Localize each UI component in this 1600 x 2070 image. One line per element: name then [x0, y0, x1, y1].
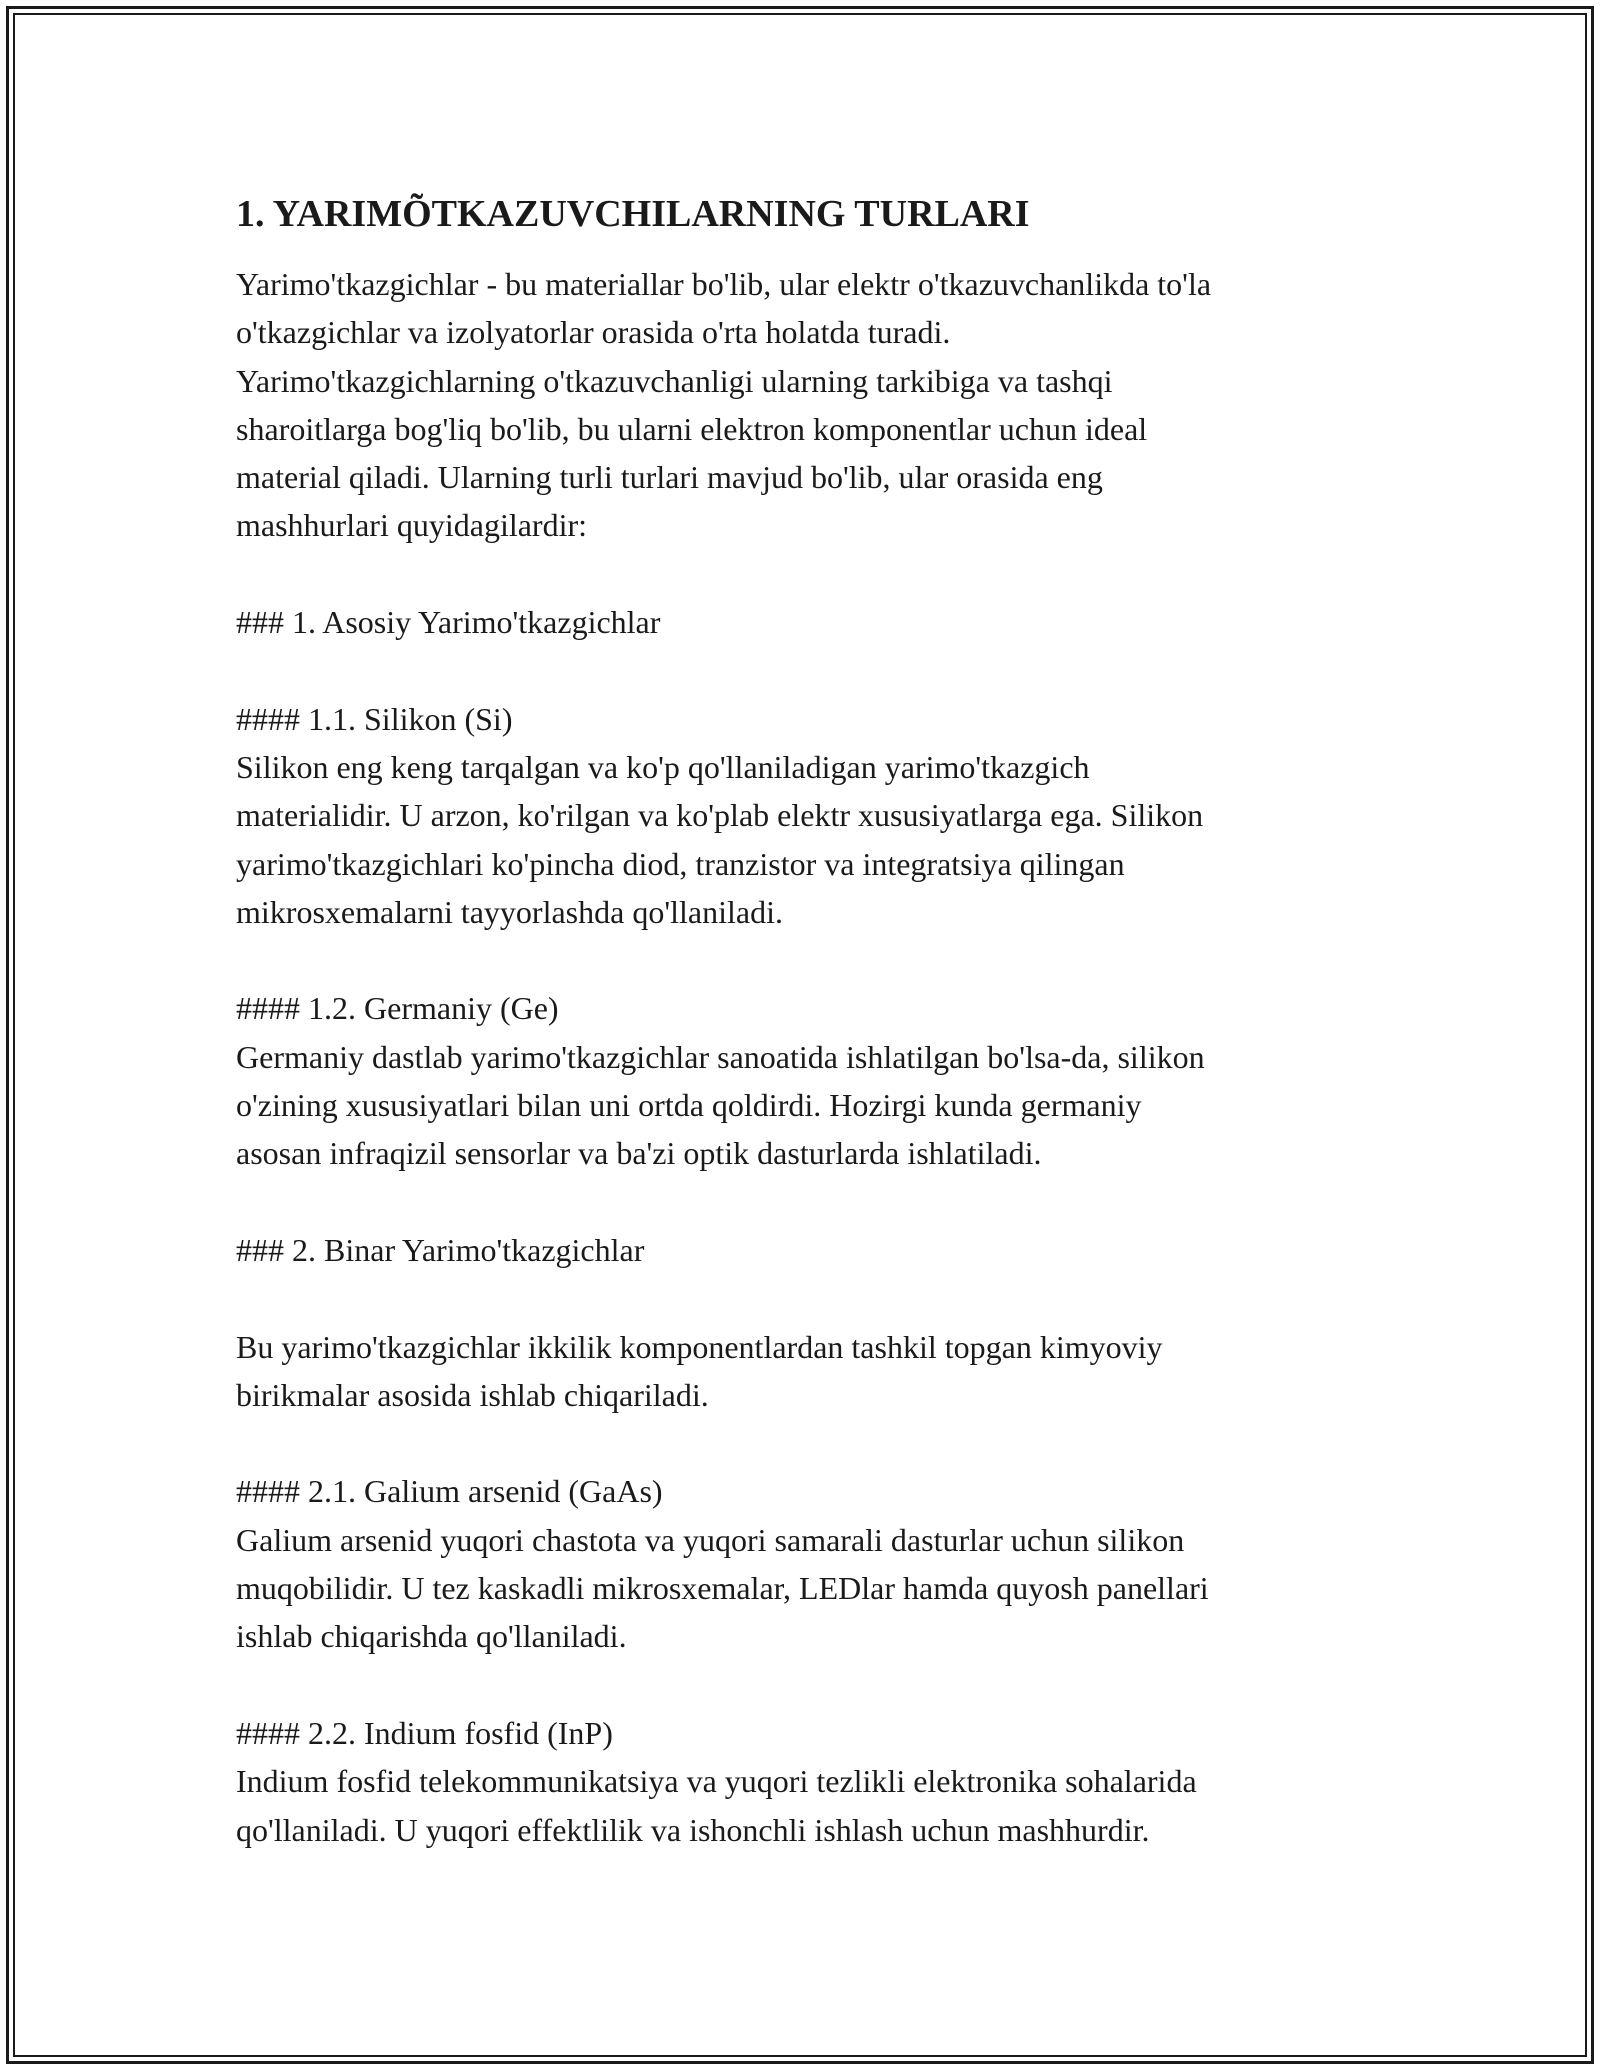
section-2-intro: Bu yarimo'tkazgichlar ikkilik komponentlardan tashkil topgan kimyoviy birikmalar asosida ishlab chiqariladi.	[236, 1328, 1163, 1413]
document-title: 1. YARIMÕTKAZUVCHILARNING TURLARI	[236, 193, 1030, 235]
subsection-1-2-heading: #### 1.2. Germaniy (Ge)	[236, 990, 559, 1027]
spacer	[236, 646, 1376, 694]
spacer	[236, 1274, 1376, 1322]
spacer	[236, 550, 1376, 598]
spacer	[236, 1419, 1376, 1467]
section-1-heading: ### 1. Asosiy Yarimo'tkazgichlar	[236, 604, 661, 641]
subsection-2-1-text: Galium arsenid yuqori chastota va yuqori samarali dasturlar uchun silikon muqobilidir. U tez kaskadli mikrosxemalar, LEDlar hamda quyosh panellari ishlab chiqarishda qo'llaniladi.	[236, 1521, 1209, 1655]
subsection-2-2-text: Indium fosfid telekommunikatsiya va yuqori tezlikli elektronika sohalarida qo'llaniladi. U yuqori effektlilik va ishonchli ishlash uchun mashhurdir.	[236, 1763, 1197, 1848]
spacer	[236, 1661, 1376, 1709]
subsection-2-2-heading: #### 2.2. Indium fosfid (InP)	[236, 1714, 613, 1751]
subsection-2-1-heading: #### 2.1. Galium arsenid (GaAs)	[236, 1473, 663, 1510]
intro-paragraph: Yarimo'tkazgichlar - bu materiallar bo'lib, ular elektr o'tkazuvchanlikda to'la o'tkazgichlar va izolyatorlar orasida o'rta holatda turadi. Yarimo'tkazgichlarning o'tkazuvchanligi ularning tarkibiga va tashqi sharoitlarga bog'liq bo'lib, bu ularni elektron komponentlar uchun ideal material qiladi. Ularning turli turlari mavjud bo'lib, ular orasida eng mashhurlari quyidagilardir:	[236, 266, 1212, 544]
spacer	[236, 936, 1376, 984]
subsection-1-1-text: Silikon eng keng tarqalgan va ko'p qo'llaniladigan yarimo'tkazgich materialidir. U arzon, ko'rilgan va ko'plab elektr xususiyatlarga ega. Silikon yarimo'tkazgichlari ko'pincha diod, tranzistor va integratsiya qilingan mikrosxemalarni tayyorlashda qo'llaniladi.	[236, 748, 1204, 930]
spacer	[236, 1178, 1376, 1226]
subsection-1-1-heading: #### 1.1. Silikon (Si)	[236, 700, 513, 737]
section-2-heading: ### 2. Binar Yarimo'tkazgichlar	[236, 1231, 645, 1268]
document-body	[236, 186, 1376, 1854]
subsection-1-2-text: Germaniy dastlab yarimo'tkazgichlar sanoatida ishlatilgan bo'lsa-da, silikon o'zining xususiyatlari bilan uni ortda qoldirdi. Hozirgi kunda germaniy asosan infraqizil sensorlar va ba'zi optik dasturlarda ishlatiladi.	[236, 1038, 1205, 1172]
